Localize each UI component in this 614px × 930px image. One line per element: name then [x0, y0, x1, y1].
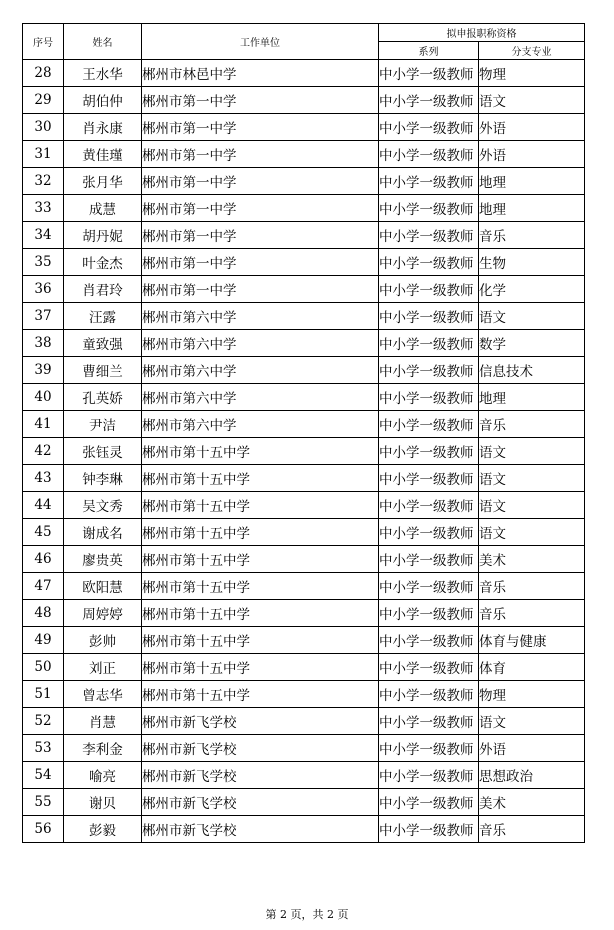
table-row	[23, 627, 585, 654]
table-row	[23, 654, 585, 681]
table-row	[23, 465, 585, 492]
cell-specialty: 外语	[479, 735, 585, 762]
cell-no: 44	[23, 492, 64, 519]
cell-series: 中小学一级教师	[379, 465, 479, 492]
cell-specialty: 语文	[479, 708, 585, 735]
cell-no: 48	[23, 600, 64, 627]
cell-unit: 郴州市第六中学	[142, 330, 379, 357]
cell-specialty: 地理	[479, 195, 585, 222]
table-row	[23, 141, 585, 168]
header-unit: 工作单位	[142, 24, 379, 60]
cell-no: 42	[23, 438, 64, 465]
cell-unit: 郴州市第十五中学	[142, 546, 379, 573]
table-row	[23, 249, 585, 276]
cell-no: 56	[23, 816, 64, 843]
header-no: 序号	[23, 24, 64, 60]
cell-no: 40	[23, 384, 64, 411]
header-series: 系列	[379, 42, 479, 60]
cell-name: 吴文秀	[64, 492, 142, 519]
cell-no: 53	[23, 735, 64, 762]
cell-series: 中小学一级教师	[379, 222, 479, 249]
cell-unit: 郴州市第十五中学	[142, 654, 379, 681]
cell-unit: 郴州市第六中学	[142, 303, 379, 330]
cell-series: 中小学一级教师	[379, 249, 479, 276]
cell-unit: 郴州市林邑中学	[142, 60, 379, 87]
cell-specialty: 音乐	[479, 600, 585, 627]
cell-no: 49	[23, 627, 64, 654]
cell-unit: 郴州市新飞学校	[142, 762, 379, 789]
cell-name: 张钰灵	[64, 438, 142, 465]
table-row	[23, 438, 585, 465]
cell-specialty: 音乐	[479, 411, 585, 438]
table-row	[23, 303, 585, 330]
cell-name: 谢成名	[64, 519, 142, 546]
cell-name: 欧阳慧	[64, 573, 142, 600]
cell-no: 28	[23, 60, 64, 87]
cell-no: 50	[23, 654, 64, 681]
cell-specialty: 语文	[479, 438, 585, 465]
cell-specialty: 音乐	[479, 222, 585, 249]
cell-series: 中小学一级教师	[379, 681, 479, 708]
cell-no: 37	[23, 303, 64, 330]
cell-series: 中小学一级教师	[379, 492, 479, 519]
cell-series: 中小学一级教师	[379, 384, 479, 411]
cell-unit: 郴州市第六中学	[142, 411, 379, 438]
cell-no: 34	[23, 222, 64, 249]
cell-specialty: 信息技术	[479, 357, 585, 384]
cell-no: 41	[23, 411, 64, 438]
cell-no: 39	[23, 357, 64, 384]
cell-name: 胡伯仲	[64, 87, 142, 114]
cell-series: 中小学一级教师	[379, 789, 479, 816]
cell-unit: 郴州市第一中学	[142, 249, 379, 276]
cell-no: 33	[23, 195, 64, 222]
cell-unit: 郴州市新飞学校	[142, 789, 379, 816]
table-row	[23, 546, 585, 573]
table-row	[23, 357, 585, 384]
table-row	[23, 114, 585, 141]
cell-specialty: 外语	[479, 114, 585, 141]
cell-no: 36	[23, 276, 64, 303]
cell-no: 54	[23, 762, 64, 789]
cell-unit: 郴州市第一中学	[142, 276, 379, 303]
cell-series: 中小学一级教师	[379, 546, 479, 573]
table-row	[23, 681, 585, 708]
cell-no: 31	[23, 141, 64, 168]
header-specialty: 分支专业	[479, 42, 585, 60]
header-row-top	[23, 24, 585, 42]
cell-name: 李利金	[64, 735, 142, 762]
cell-specialty: 语文	[479, 465, 585, 492]
cell-unit: 郴州市第十五中学	[142, 465, 379, 492]
cell-specialty: 化学	[479, 276, 585, 303]
cell-unit: 郴州市第一中学	[142, 168, 379, 195]
table-row	[23, 600, 585, 627]
cell-no: 47	[23, 573, 64, 600]
cell-series: 中小学一级教师	[379, 168, 479, 195]
cell-specialty: 美术	[479, 546, 585, 573]
cell-unit: 郴州市新飞学校	[142, 735, 379, 762]
table-row	[23, 519, 585, 546]
table-row	[23, 168, 585, 195]
cell-name: 成慧	[64, 195, 142, 222]
cell-no: 55	[23, 789, 64, 816]
cell-unit: 郴州市第十五中学	[142, 627, 379, 654]
cell-name: 刘正	[64, 654, 142, 681]
table-row	[23, 195, 585, 222]
table-row	[23, 816, 585, 843]
cell-name: 尹洁	[64, 411, 142, 438]
cell-unit: 郴州市第一中学	[142, 195, 379, 222]
cell-series: 中小学一级教师	[379, 438, 479, 465]
table-row	[23, 222, 585, 249]
cell-series: 中小学一级教师	[379, 87, 479, 114]
table-row	[23, 276, 585, 303]
cell-unit: 郴州市第六中学	[142, 384, 379, 411]
cell-name: 曹细兰	[64, 357, 142, 384]
table-row	[23, 411, 585, 438]
cell-specialty: 物理	[479, 681, 585, 708]
cell-specialty: 体育	[479, 654, 585, 681]
cell-name: 王水华	[64, 60, 142, 87]
cell-name: 肖慧	[64, 708, 142, 735]
table-row	[23, 330, 585, 357]
cell-name: 彭毅	[64, 816, 142, 843]
table-row	[23, 384, 585, 411]
cell-no: 30	[23, 114, 64, 141]
cell-unit: 郴州市第十五中学	[142, 573, 379, 600]
cell-name: 钟李琳	[64, 465, 142, 492]
cell-series: 中小学一级教师	[379, 519, 479, 546]
cell-specialty: 地理	[479, 384, 585, 411]
cell-no: 43	[23, 465, 64, 492]
cell-series: 中小学一级教师	[379, 600, 479, 627]
cell-name: 黄佳瑾	[64, 141, 142, 168]
cell-series: 中小学一级教师	[379, 60, 479, 87]
header-name: 姓名	[64, 24, 142, 60]
cell-name: 周婷婷	[64, 600, 142, 627]
cell-specialty: 语文	[479, 87, 585, 114]
cell-unit: 郴州市第十五中学	[142, 492, 379, 519]
cell-unit: 郴州市第十五中学	[142, 681, 379, 708]
cell-specialty: 语文	[479, 303, 585, 330]
table-row	[23, 492, 585, 519]
cell-specialty: 外语	[479, 141, 585, 168]
cell-specialty: 语文	[479, 492, 585, 519]
cell-name: 曾志华	[64, 681, 142, 708]
cell-series: 中小学一级教师	[379, 411, 479, 438]
cell-no: 38	[23, 330, 64, 357]
table-row	[23, 789, 585, 816]
cell-unit: 郴州市第十五中学	[142, 600, 379, 627]
table-header	[23, 24, 585, 60]
cell-series: 中小学一级教师	[379, 114, 479, 141]
cell-name: 肖永康	[64, 114, 142, 141]
cell-unit: 郴州市第一中学	[142, 114, 379, 141]
cell-name: 汪露	[64, 303, 142, 330]
cell-specialty: 体育与健康	[479, 627, 585, 654]
cell-name: 廖贵英	[64, 546, 142, 573]
cell-no: 32	[23, 168, 64, 195]
cell-series: 中小学一级教师	[379, 627, 479, 654]
cell-series: 中小学一级教师	[379, 195, 479, 222]
table-row	[23, 60, 585, 87]
cell-unit: 郴州市第十五中学	[142, 438, 379, 465]
cell-series: 中小学一级教师	[379, 762, 479, 789]
cell-series: 中小学一级教师	[379, 303, 479, 330]
cell-name: 童致强	[64, 330, 142, 357]
cell-unit: 郴州市新飞学校	[142, 708, 379, 735]
cell-name: 彭帅	[64, 627, 142, 654]
cell-specialty: 思想政治	[479, 762, 585, 789]
cell-series: 中小学一级教师	[379, 708, 479, 735]
cell-specialty: 音乐	[479, 573, 585, 600]
cell-specialty: 美术	[479, 789, 585, 816]
cell-series: 中小学一级教师	[379, 654, 479, 681]
cell-name: 喻亮	[64, 762, 142, 789]
cell-unit: 郴州市第一中学	[142, 87, 379, 114]
cell-unit: 郴州市第一中学	[142, 222, 379, 249]
cell-unit: 郴州市新飞学校	[142, 816, 379, 843]
cell-series: 中小学一级教师	[379, 141, 479, 168]
cell-no: 35	[23, 249, 64, 276]
cell-unit: 郴州市第十五中学	[142, 519, 379, 546]
cell-unit: 郴州市第六中学	[142, 357, 379, 384]
cell-no: 29	[23, 87, 64, 114]
cell-unit: 郴州市第一中学	[142, 141, 379, 168]
table-row	[23, 735, 585, 762]
cell-name: 张月华	[64, 168, 142, 195]
cell-name: 谢贝	[64, 789, 142, 816]
cell-name: 孔英娇	[64, 384, 142, 411]
cell-specialty: 物理	[479, 60, 585, 87]
table-row	[23, 87, 585, 114]
cell-specialty: 数学	[479, 330, 585, 357]
table-row	[23, 708, 585, 735]
cell-series: 中小学一级教师	[379, 816, 479, 843]
cell-no: 51	[23, 681, 64, 708]
cell-no: 46	[23, 546, 64, 573]
cell-series: 中小学一级教师	[379, 357, 479, 384]
table-row	[23, 762, 585, 789]
cell-specialty: 地理	[479, 168, 585, 195]
header-qualification: 拟申报职称资格	[379, 24, 585, 42]
cell-series: 中小学一级教师	[379, 276, 479, 303]
roster-table	[22, 23, 585, 843]
cell-name: 叶金杰	[64, 249, 142, 276]
cell-name: 肖君玲	[64, 276, 142, 303]
cell-specialty: 音乐	[479, 816, 585, 843]
page-footer: 第 2 页，共 2 页	[265, 908, 349, 921]
cell-series: 中小学一级教师	[379, 573, 479, 600]
cell-specialty: 生物	[479, 249, 585, 276]
table-row	[23, 573, 585, 600]
cell-no: 45	[23, 519, 64, 546]
cell-name: 胡丹妮	[64, 222, 142, 249]
table-body	[23, 60, 585, 843]
cell-no: 52	[23, 708, 64, 735]
cell-series: 中小学一级教师	[379, 330, 479, 357]
cell-specialty: 语文	[479, 519, 585, 546]
cell-series: 中小学一级教师	[379, 735, 479, 762]
